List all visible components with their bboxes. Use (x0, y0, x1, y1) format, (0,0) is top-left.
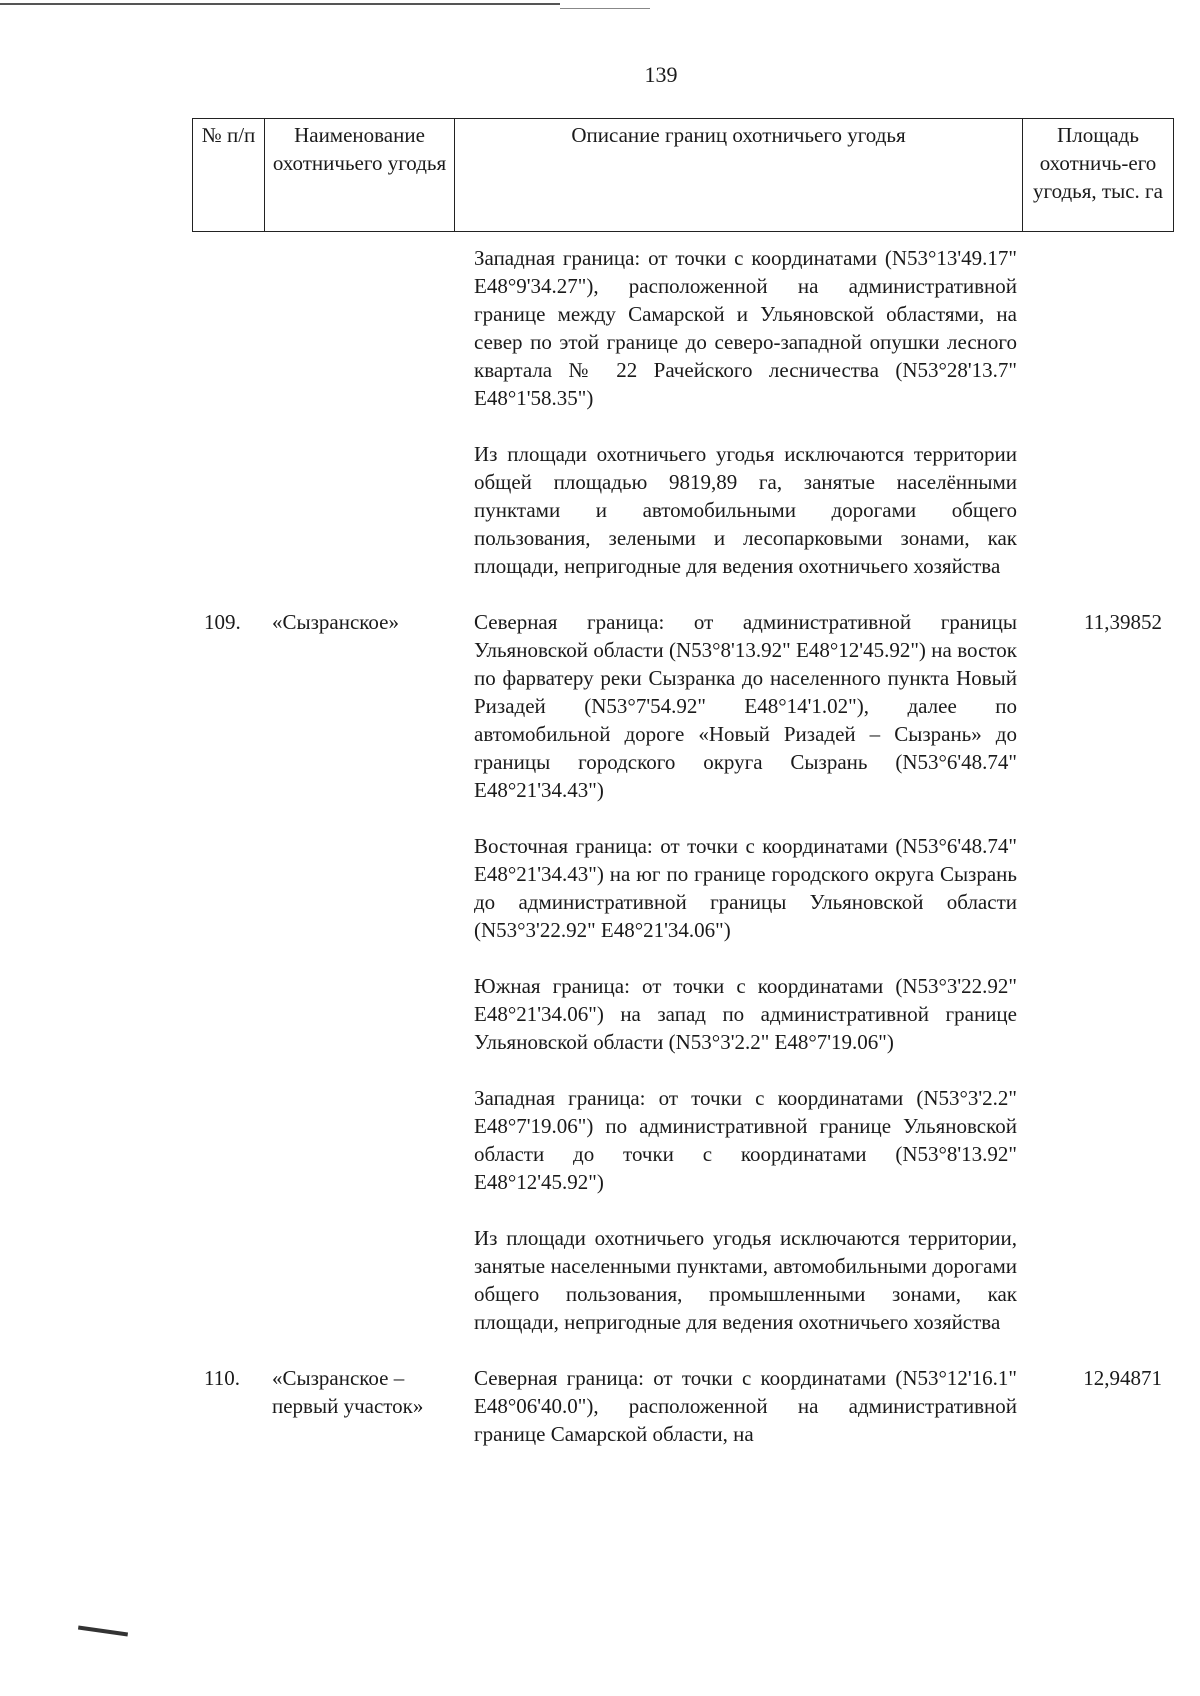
row-area: 12,94871 (1083, 1366, 1162, 1390)
row-name: «Сызранское» (272, 610, 400, 634)
table-header (192, 118, 1174, 232)
header-num: № п/п (193, 119, 265, 232)
description-paragraph: Из площади охотничьего угодья исключаются территории, занятые населенными пунктами, автомобильными дорогами общего пользования, промышленными зонами, как площади, непригодные для ведения охотничьего хозяйства (474, 1226, 1017, 1334)
header-description: Описание границ охотничьего угодья (455, 119, 1023, 232)
description-paragraph: Северная граница: от точки с координатами (N53°12'16.1" E48°06'40.0"), расположенной на административной границе Самарской области, на (474, 1366, 1017, 1446)
table-row (192, 1364, 1173, 1448)
header-area: Площадь охотничь-его угодья, тыс. га (1023, 119, 1174, 232)
description-paragraph: Из площади охотничьего угодья исключаются территории общей площадью 9819,89 га, занятые населёнными пунктами и автомобильными дорогами общего пользования, зелеными и лесопарковыми зонами, как площади, непригодные для ведения охотничьего хозяйства (474, 442, 1017, 578)
page-number: 139 (644, 62, 678, 87)
description-paragraph: Южная граница: от точки с координатами (N53°3'22.92" E48°21'34.06") на запад по административной границе Ульяновской области (N53°3'2.2" E48°7'19.06") (474, 974, 1017, 1054)
table-row (192, 608, 1173, 1336)
description-paragraph: Западная граница: от точки с координатами (N53°3'2.2" E48°7'19.06") по административной границе Ульяновской области до точки с координатами (N53°8'13.92" E48°12'45.92") (474, 1086, 1017, 1194)
row-area: 11,39852 (1084, 610, 1162, 634)
table-row (192, 232, 1173, 580)
table-body (192, 232, 1173, 1448)
scan-edge-mark (560, 8, 650, 9)
row-num: 110. (204, 1366, 240, 1390)
header-name: Наименование охотничьего угодья (265, 119, 455, 232)
description-paragraph: Западная граница: от точки с координатами (N53°13'49.17" E48°9'34.27"), расположенной на административной границе между Самарской и Ульяновской областями, на север по этой границе до северо-западной опушки лесного квартала № 22 Рачейского лесничества (N53°28'13.7" E48°1'58.35") (474, 246, 1017, 410)
description-paragraph: Восточная граница: от точки с координатами (N53°6'48.74" E48°21'34.43") на юг по границе городского округа Сызрань до административной границы Ульяновской области (N53°3'22.92" E48°21'34.06") (474, 834, 1017, 942)
row-name: «Сызранское – первый участок» (272, 1366, 424, 1418)
row-description (474, 608, 1017, 1336)
row-description (474, 1364, 1017, 1448)
row-num: 109. (204, 610, 241, 634)
description-paragraph: Северная граница: от административной границы Ульяновской области (N53°8'13.92" E48°12'45.92") на восток по фарватеру реки Сызранка до населенного пункта Новый Ризадей (N53°7'54.92" E48°14'1.02"), далее по автомобильной дороге «Новый Ризадей – Сызрань» до границы городского округа Сызрань (N53°6'48.74" E48°21'34.43") (474, 610, 1017, 802)
row-description (474, 244, 1017, 580)
scan-edge-mark (0, 3, 560, 5)
scan-edge-mark (78, 1626, 128, 1637)
